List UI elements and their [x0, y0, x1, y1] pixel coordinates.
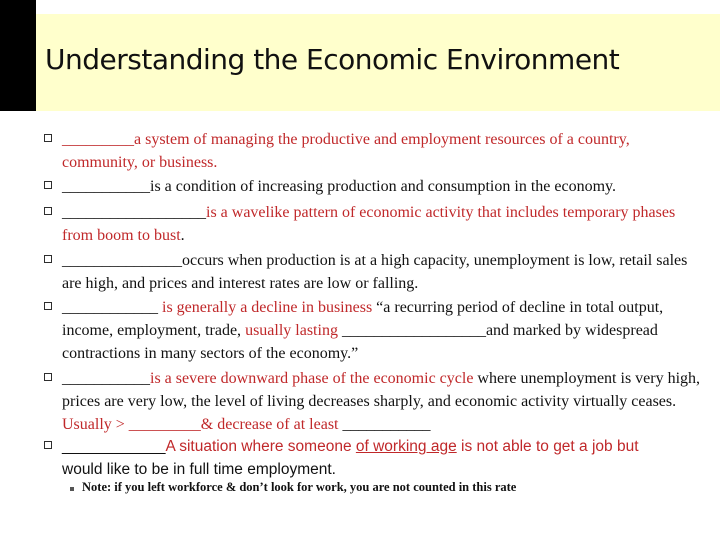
item-text-highlight: Usually > _________& decrease of at least — [62, 416, 339, 433]
list-item — [62, 296, 702, 365]
list-item — [62, 435, 702, 481]
fill-blank: __________________ — [62, 204, 206, 221]
list-item — [62, 175, 702, 198]
item-text-highlight: is generally a decline in business — [158, 299, 373, 316]
bullet-marker — [44, 134, 52, 142]
fill-blank: ____________ — [62, 299, 158, 316]
item-text-underlined: of working age — [355, 438, 457, 455]
bullet-marker — [44, 181, 52, 189]
bullet-marker — [44, 207, 52, 215]
fill-blank: __________________ — [337, 322, 486, 339]
fill-blank: ____________ — [62, 438, 166, 455]
fill-blank: ___________ — [338, 416, 431, 433]
item-text-highlight: is not able to get a job but — [456, 438, 639, 455]
list-item — [62, 128, 702, 174]
list-item — [62, 367, 702, 436]
item-text-end: and marked by widespread contractions in many sectors of the economy.” — [62, 322, 658, 362]
item-text-highlight: usually lasting — [245, 322, 338, 339]
list-item — [62, 201, 702, 247]
page-title: Understanding the Economic Environment — [45, 43, 620, 76]
fill-blank: _________ — [62, 131, 134, 148]
item-text: where unemployment is very high, prices are very low, the level of living decreases sharply, and economic activity virtually ceases. — [62, 370, 701, 410]
item-text-end: . — [180, 227, 185, 244]
bullet-marker — [44, 255, 52, 263]
sub-bullet-marker — [70, 487, 74, 491]
fill-blank: ___________ — [62, 178, 150, 195]
item-text-end: would like to be in full time employment. — [62, 461, 336, 478]
bullet-marker — [44, 302, 52, 310]
fill-blank: _______________ — [62, 252, 182, 269]
bullet-marker — [44, 373, 52, 381]
item-text-highlight: A situation where someone — [165, 438, 356, 455]
fill-blank: ___________ — [62, 370, 150, 387]
item-text: a system of managing the productive and employment resources of a country, community, or business. — [62, 131, 630, 171]
item-text: occurs when production is at a high capacity, unemployment is low, retail sales are high, and prices and interest rates are low or falling. — [62, 252, 688, 292]
list-item — [62, 249, 702, 295]
item-text-highlight: is a severe downward phase of the economic cycle — [150, 370, 474, 387]
item-text: is a wavelike pattern of economic activity that includes temporary phases from boom to bust — [62, 204, 676, 244]
note-text: Note: if you left workforce & don’t look for work, you are not counted in this rate — [82, 480, 517, 494]
item-text: “a recurring period of decline in total output, income, employment, trade, — [62, 299, 664, 339]
item-text: is a condition of increasing production and consumption in the economy. — [150, 178, 616, 195]
bullet-marker — [44, 441, 52, 449]
